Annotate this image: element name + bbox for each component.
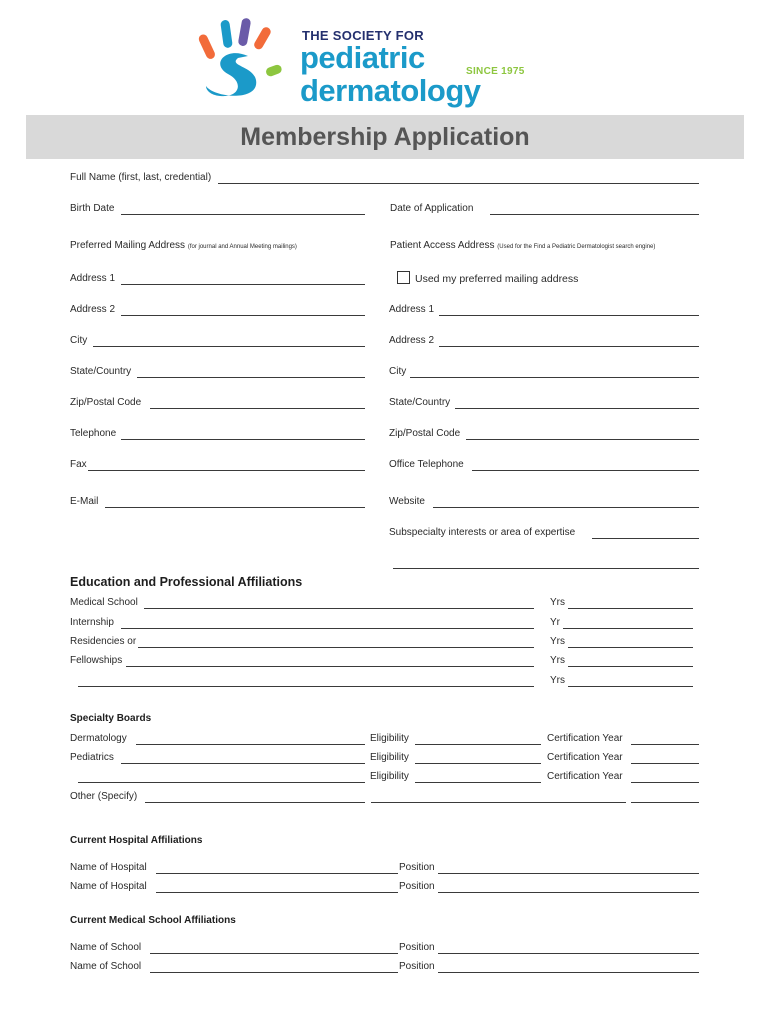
extra-eligibility-label: Eligibility xyxy=(370,771,409,782)
pediatrics-eligibility-label: Eligibility xyxy=(370,752,409,763)
website-field[interactable] xyxy=(433,507,699,508)
medical-school-field[interactable] xyxy=(144,608,534,609)
address1-label: Address 1 xyxy=(70,273,116,284)
specialty-boards-heading: Specialty Boards xyxy=(70,713,152,724)
hospital-position-label-2: Position xyxy=(399,881,435,892)
used-mailing-label: Used my preferred mailing address xyxy=(415,273,579,285)
preferred-mailing-heading xyxy=(70,240,297,253)
hospital-position-field-1[interactable] xyxy=(438,873,699,874)
handprint-logo-icon xyxy=(196,16,296,108)
zip-field[interactable] xyxy=(150,408,365,409)
email-label: E-Mail xyxy=(70,496,99,507)
address2-field[interactable] xyxy=(121,315,365,316)
preferred-mailing-label: Preferred Mailing Address xyxy=(70,240,186,251)
fellowships-label: Fellowships xyxy=(70,655,123,666)
dermatology-label: Dermatology xyxy=(70,733,127,744)
dermatology-certification-label: Certification Year xyxy=(547,733,623,744)
right-address1-field[interactable] xyxy=(439,315,699,316)
school-position-field-2[interactable] xyxy=(438,972,699,973)
city-label: City xyxy=(70,335,88,346)
fellowships-yrs-label: Yrs xyxy=(550,655,565,666)
right-zip-label: Zip/Postal Code xyxy=(389,428,461,439)
dermatology-field[interactable] xyxy=(136,744,365,745)
medical-school-label: Medical School xyxy=(70,597,138,608)
full-name-field[interactable] xyxy=(218,183,699,184)
other-specify-field[interactable] xyxy=(145,802,365,803)
patient-access-note: (Used for the Find a Pediatric Dermatologist search engine) xyxy=(497,244,656,250)
extra-education-yrs-label: Yrs xyxy=(550,675,565,686)
state-country-label: State/Country xyxy=(70,366,132,377)
email-field[interactable] xyxy=(105,507,365,508)
other-specify-label: Other (Specify) xyxy=(70,791,138,802)
fellowships-yrs-field[interactable] xyxy=(568,666,693,667)
pediatrics-label: Pediatrics xyxy=(70,752,114,763)
other-eligibility-field[interactable] xyxy=(371,802,626,803)
residencies-field[interactable] xyxy=(138,647,534,648)
state-country-field[interactable] xyxy=(137,377,365,378)
internship-label: Internship xyxy=(70,617,114,628)
logo-line-1: THE SOCIETY FOR xyxy=(302,28,424,43)
birth-date-label: Birth Date xyxy=(70,203,115,214)
office-telephone-label: Office Telephone xyxy=(389,459,464,470)
medical-school-affiliations-heading: Current Medical School Affiliations xyxy=(70,915,236,926)
hospital-position-label-1: Position xyxy=(399,862,435,873)
right-city-label: City xyxy=(389,366,407,377)
school-position-label-2: Position xyxy=(399,961,435,972)
school-name-label-1: Name of School xyxy=(70,942,142,953)
right-address2-label: Address 2 xyxy=(389,335,435,346)
right-state-country-field[interactable] xyxy=(455,408,699,409)
school-name-field-1[interactable] xyxy=(150,953,398,954)
right-city-field[interactable] xyxy=(410,377,699,378)
logo-line-2: pediatric xyxy=(300,40,425,75)
logo-line-3: dermatology xyxy=(300,73,481,108)
office-telephone-field[interactable] xyxy=(472,470,699,471)
school-name-label-2: Name of School xyxy=(70,961,142,972)
dermatology-eligibility-label: Eligibility xyxy=(370,733,409,744)
extra-certification-label: Certification Year xyxy=(547,771,623,782)
address2-label: Address 2 xyxy=(70,304,116,315)
medical-school-yrs-label: Yrs xyxy=(550,597,565,608)
internship-yr-field[interactable] xyxy=(563,628,693,629)
extra-certification-field[interactable] xyxy=(631,782,699,783)
school-position-label-1: Position xyxy=(399,942,435,953)
right-state-country-label: State/Country xyxy=(389,397,451,408)
subspecialty-label: Subspecialty interests or area of expertise xyxy=(389,527,576,538)
extra-education-field[interactable] xyxy=(78,686,534,687)
hospital-name-label-2: Name of Hospital xyxy=(70,881,147,892)
pediatrics-certification-label: Certification Year xyxy=(547,752,623,763)
hospital-position-field-2[interactable] xyxy=(438,892,699,893)
pediatrics-field[interactable] xyxy=(121,763,365,764)
title-banner xyxy=(26,115,744,159)
subspecialty-field-line-2[interactable] xyxy=(393,568,699,569)
education-heading: Education and Professional Affiliations xyxy=(70,575,303,589)
extra-education-yrs-field[interactable] xyxy=(568,686,693,687)
internship-yr-label: Yr xyxy=(550,617,560,628)
logo-since: SINCE 1975 xyxy=(466,66,525,77)
medical-school-yrs-field[interactable] xyxy=(568,608,693,609)
page-title: Membership Application xyxy=(240,123,530,151)
hospital-name-label-1: Name of Hospital xyxy=(70,862,147,873)
dermatology-eligibility-field[interactable] xyxy=(415,744,541,745)
website-label: Website xyxy=(389,496,425,507)
zip-label: Zip/Postal Code xyxy=(70,397,142,408)
patient-access-heading xyxy=(390,240,655,253)
fax-label: Fax xyxy=(70,459,87,470)
right-zip-field[interactable] xyxy=(466,439,699,440)
date-of-application-field[interactable] xyxy=(490,214,699,215)
internship-field[interactable] xyxy=(121,628,534,629)
hospital-affiliations-heading: Current Hospital Affiliations xyxy=(70,835,203,846)
school-name-field-2[interactable] xyxy=(150,972,398,973)
school-position-field-1[interactable] xyxy=(438,953,699,954)
fax-field[interactable] xyxy=(88,470,365,471)
preferred-mailing-note: (for journal and Annual Meeting mailings) xyxy=(187,244,297,250)
address1-field[interactable] xyxy=(121,284,365,285)
residencies-yrs-label: Yrs xyxy=(550,636,565,647)
right-address1-label: Address 1 xyxy=(389,304,435,315)
patient-access-label: Patient Access Address xyxy=(390,240,495,251)
birth-date-field[interactable] xyxy=(121,214,365,215)
extra-board-field[interactable] xyxy=(78,782,365,783)
right-address2-field[interactable] xyxy=(439,346,699,347)
fellowships-field[interactable] xyxy=(126,666,534,667)
residencies-yrs-field[interactable] xyxy=(568,647,693,648)
pediatrics-certification-field[interactable] xyxy=(631,763,699,764)
other-certification-field[interactable] xyxy=(631,802,699,803)
pediatrics-eligibility-field[interactable] xyxy=(415,763,541,764)
city-field[interactable] xyxy=(93,346,365,347)
extra-eligibility-field[interactable] xyxy=(415,782,541,783)
subspecialty-field[interactable] xyxy=(592,538,699,539)
full-name-label: Full Name (first, last, credential) xyxy=(70,172,212,183)
telephone-field[interactable] xyxy=(121,439,365,440)
telephone-label: Telephone xyxy=(70,428,117,439)
hospital-name-field-1[interactable] xyxy=(156,873,398,874)
residencies-label: Residencies or xyxy=(70,636,137,647)
dermatology-certification-field[interactable] xyxy=(631,744,699,745)
used-mailing-checkbox[interactable] xyxy=(397,271,410,284)
hospital-name-field-2[interactable] xyxy=(156,892,398,893)
date-of-application-label: Date of Application xyxy=(390,203,474,214)
